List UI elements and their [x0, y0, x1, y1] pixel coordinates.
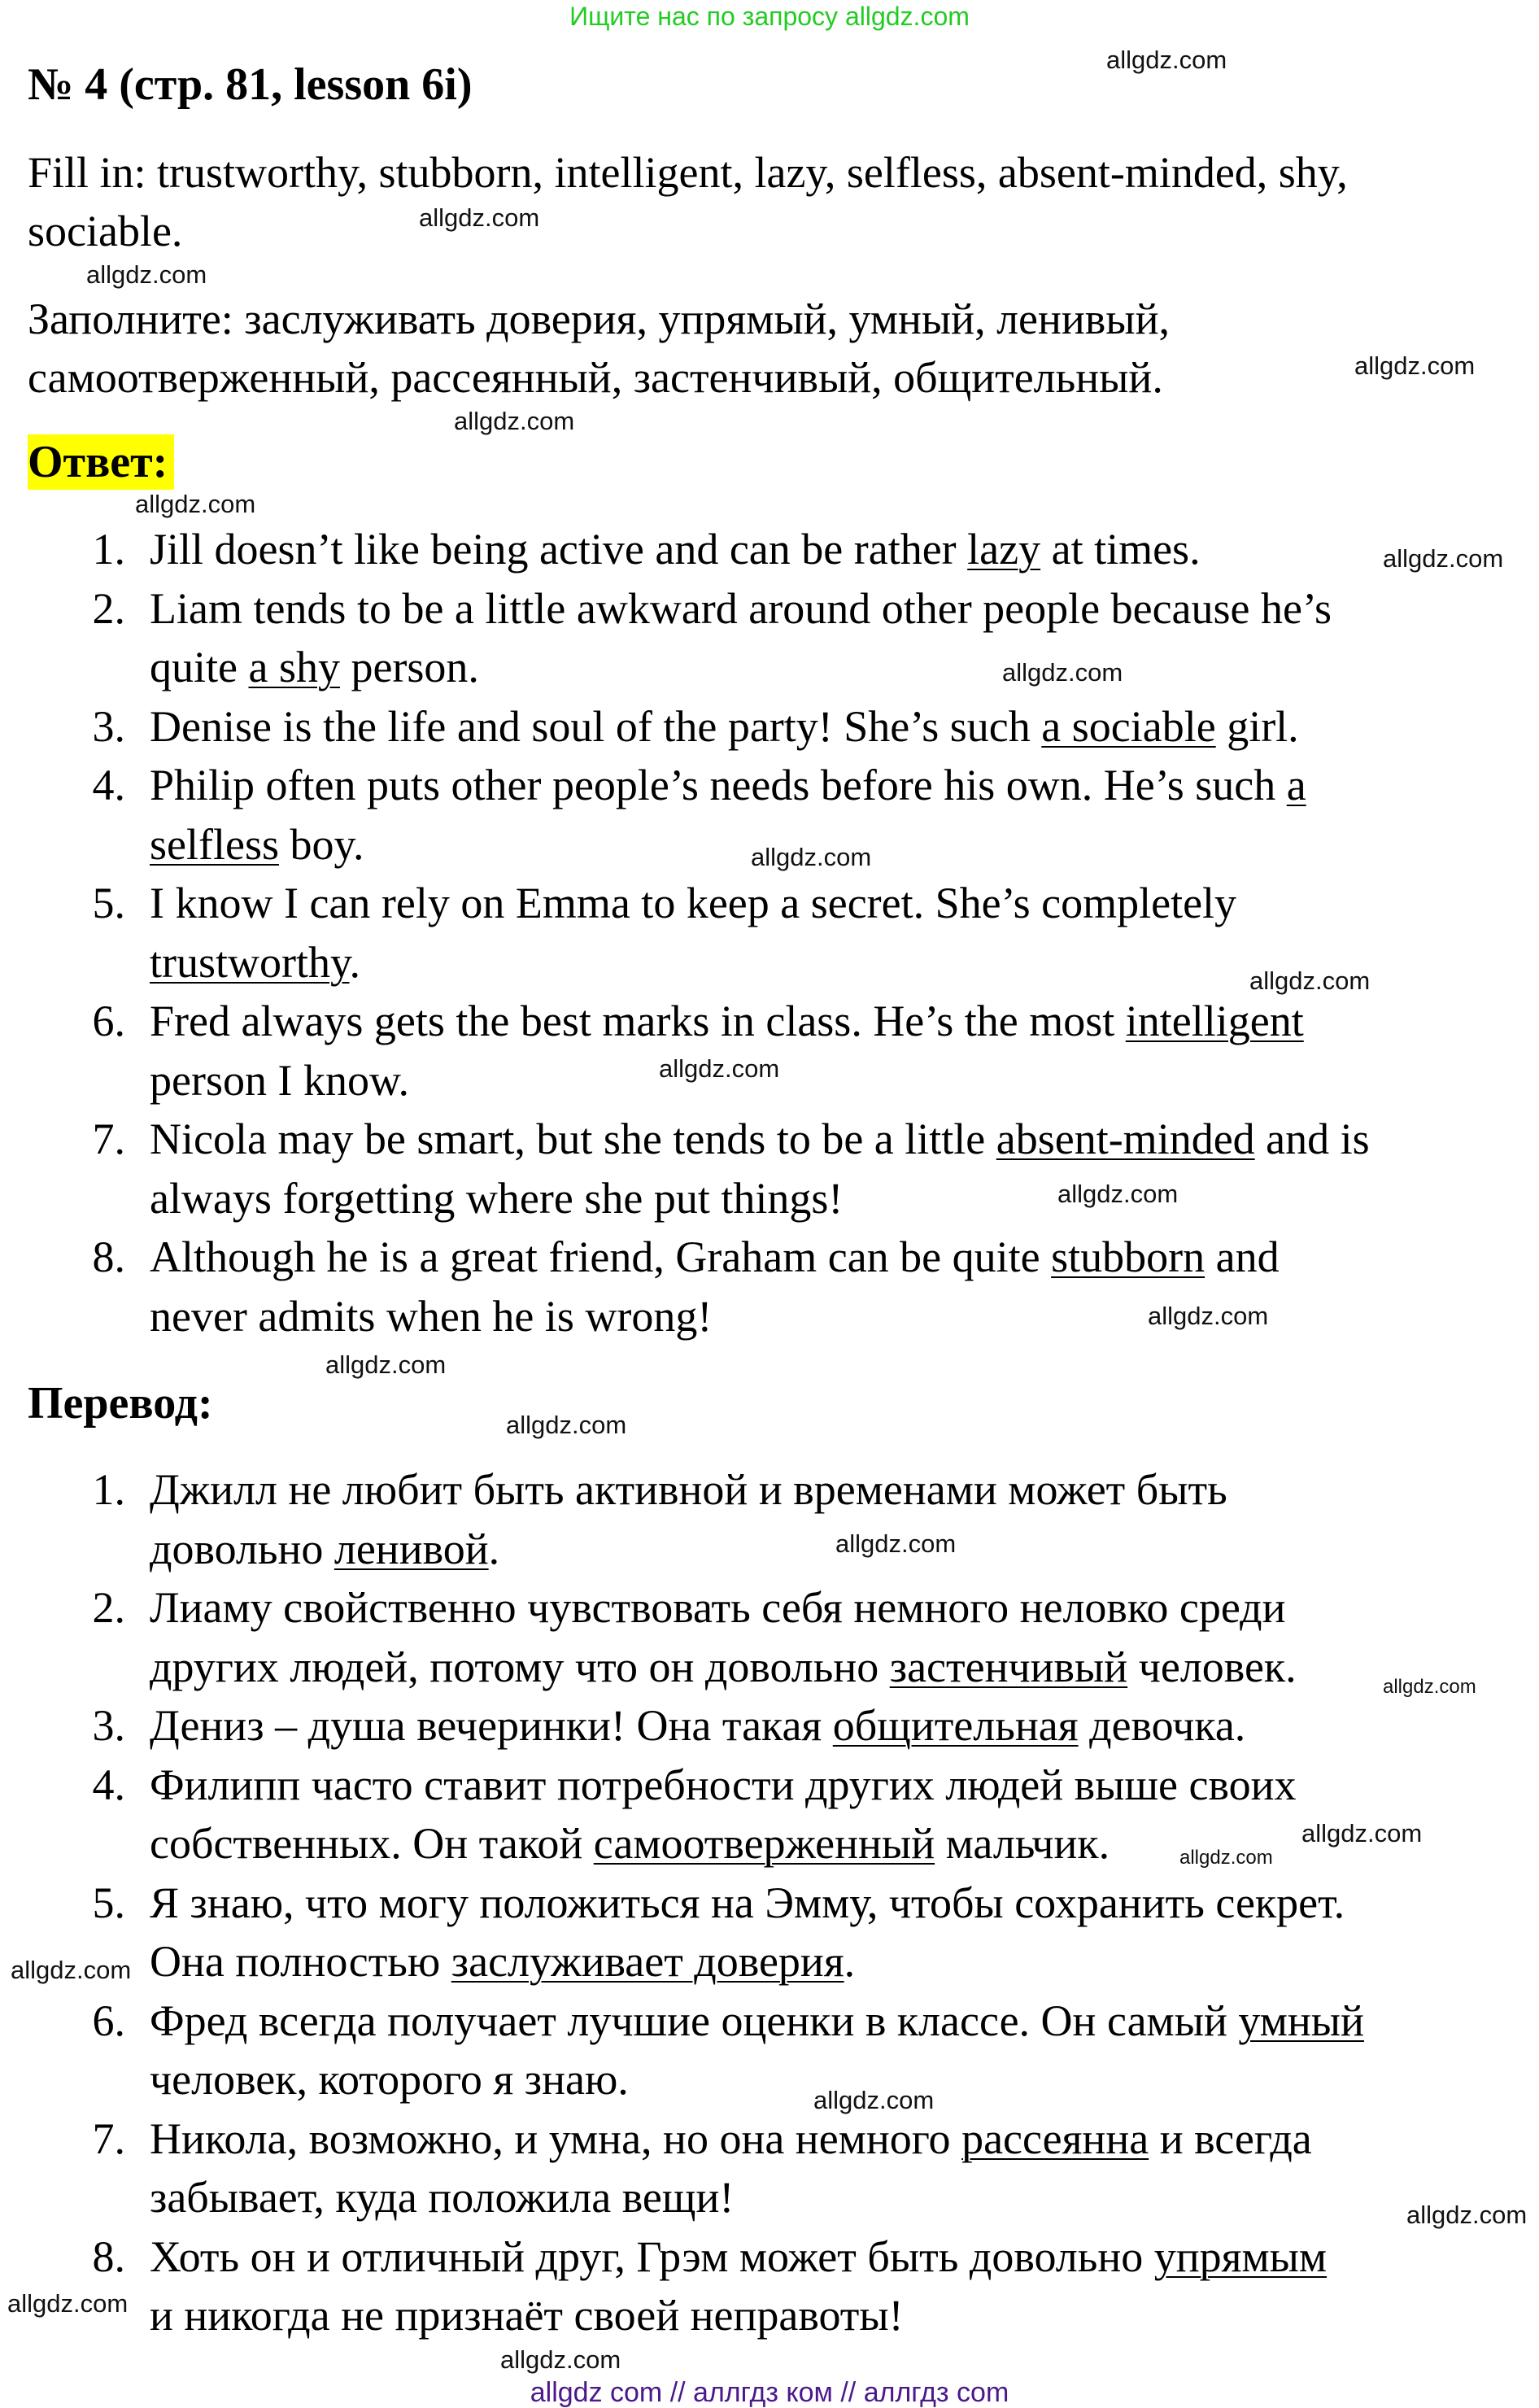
item-text	[150, 1460, 1227, 1520]
item-text	[150, 1520, 499, 1579]
answer-word: самоотверженный	[593, 1819, 935, 1868]
text-segment: забывает, куда положила вещи!	[150, 2173, 735, 2222]
watermark-text: allgdz.com	[500, 2345, 621, 2374]
answer-word: рассеянна	[961, 2114, 1149, 2163]
item-number: 1.	[92, 525, 125, 574]
item-text	[150, 2168, 734, 2227]
watermark-text: allgdz.com	[1354, 351, 1476, 380]
text-segment: .	[349, 937, 360, 987]
watermark-text: allgdz.com	[813, 2086, 935, 2114]
item-number: 3.	[92, 701, 125, 751]
answer-word: застенчивый	[889, 1642, 1128, 1691]
text-segment: Лиаму свойственно чувствовать себя немного неловко среди	[150, 1583, 1286, 1632]
answer-word: общительная	[832, 1701, 1079, 1750]
text-segment: .	[844, 1937, 856, 1986]
watermark-text: allgdz.com	[659, 1054, 780, 1083]
text-segment: Дениз – душа вечеринки! Она такая	[150, 1701, 833, 1750]
answer-word: заслуживает доверия	[451, 1937, 844, 1986]
item-text	[150, 992, 1304, 1051]
answer-heading: Ответ:	[28, 434, 174, 490]
text-segment: Although he is a great friend, Graham can be quite	[150, 1232, 1052, 1281]
text-segment: других людей, потому что он довольно	[150, 1642, 890, 1691]
text-segment: и всегда	[1149, 2114, 1312, 2163]
text-segment: .	[488, 1524, 500, 1573]
answer-word: selfless	[150, 819, 279, 869]
item-text	[150, 1756, 1296, 1815]
text-segment: person.	[339, 643, 479, 691]
translation-heading: Перевод:	[28, 1378, 213, 1429]
item-text	[150, 1051, 409, 1110]
answer-word: упрямым	[1153, 2231, 1328, 2281]
watermark-text: allgdz.com	[751, 843, 872, 871]
task-english	[28, 143, 1348, 260]
text-segment: Джилл не любит быть активной и временами может быть	[150, 1465, 1227, 1514]
item-number: 6.	[92, 1996, 125, 2045]
item-text	[150, 2109, 1312, 2169]
task-russian-line: Заполните: заслуживать доверия, упрямый, умный, ленивый,	[28, 294, 1170, 343]
watermark-text: allgdz.com	[1106, 46, 1227, 74]
item-text	[150, 1874, 1345, 1933]
watermark-text: allgdz.com	[1002, 658, 1123, 687]
watermark-text: allgdz.com	[11, 1956, 132, 1984]
answer-word: trustworthy	[150, 937, 350, 987]
text-segment: Denise is the life and soul of the party! She’s such	[150, 701, 1042, 751]
text-segment: Филипп часто ставит потребности других людей выше своих	[150, 1760, 1297, 1809]
item-text	[150, 2227, 1327, 2287]
answer-word: умный	[1238, 1996, 1364, 2045]
item-text	[150, 1578, 1286, 1638]
watermark-text: allgdz.com	[86, 260, 207, 289]
answer-word: a sociable	[1041, 701, 1216, 751]
item-number: 4.	[92, 761, 125, 809]
answer-word: intelligent	[1125, 997, 1304, 1045]
item-text	[150, 697, 1299, 757]
item-text	[150, 1287, 712, 1346]
text-segment: собственных. Он такой	[150, 1819, 594, 1868]
watermark-text: allgdz.com	[506, 1411, 627, 1439]
item-text	[150, 1696, 1245, 1756]
item-text	[150, 1932, 855, 1991]
item-text	[150, 815, 364, 875]
item-text	[150, 1814, 1110, 1874]
text-segment: человек.	[1127, 1642, 1297, 1691]
answer-word: ленивой	[334, 1524, 489, 1573]
watermark-text: allgdz.com	[1249, 966, 1371, 995]
item-number: 7.	[92, 2114, 125, 2163]
text-segment: девочка.	[1078, 1701, 1246, 1750]
answer-word: lazy	[967, 525, 1041, 574]
text-segment: quite	[150, 643, 249, 691]
text-segment: Она полностью	[150, 1937, 451, 1986]
text-segment: Fred always gets the best marks in class. He’s the most	[150, 997, 1126, 1045]
watermark-text: allgdz.com	[7, 2289, 129, 2318]
text-segment: person I know.	[150, 1055, 409, 1105]
text-segment: Я знаю, что могу положиться на Эмму, чтобы сохранить секрет.	[150, 1878, 1345, 1927]
item-text	[150, 638, 479, 697]
text-segment: Jill doesn’t like being active and can be rather	[150, 525, 968, 574]
text-segment: always forgetting where she put things!	[150, 1173, 844, 1223]
item-number: 3.	[92, 1701, 125, 1750]
item-text	[150, 1638, 1297, 1697]
task-english-line: sociable.	[28, 207, 183, 255]
item-text	[150, 2286, 904, 2345]
item-number: 2.	[92, 1583, 125, 1632]
text-segment: and is	[1254, 1115, 1370, 1163]
item-text	[150, 1110, 1370, 1169]
item-text	[150, 2050, 629, 2109]
item-number: 8.	[92, 1232, 125, 1281]
text-segment: and	[1205, 1232, 1280, 1281]
item-text	[150, 520, 1201, 579]
watermark-text: allgdz.com	[1383, 544, 1504, 573]
item-number: 4.	[92, 1760, 125, 1809]
text-segment: довольно	[150, 1524, 334, 1573]
answer-word: absent-minded	[996, 1115, 1255, 1163]
text-segment: boy.	[278, 819, 364, 869]
item-number: 6.	[92, 997, 125, 1045]
item-text	[150, 933, 360, 992]
watermark-text: allgdz.com	[835, 1529, 957, 1558]
text-segment: Nicola may be smart, but she tends to be a little	[150, 1115, 996, 1163]
exercise-title: № 4 (стр. 81, lesson 6i)	[28, 59, 473, 110]
answer-word: stubborn	[1051, 1232, 1205, 1281]
task-english-line: Fill in: trustworthy, stubborn, intelligent, lazy, selfless, absent-minded, shy,	[28, 148, 1348, 197]
answer-word: a shy	[248, 643, 340, 691]
item-number: 5.	[92, 1878, 125, 1927]
item-text	[150, 1228, 1280, 1287]
watermark-text: allgdz.com	[1179, 1847, 1273, 1869]
item-number: 1.	[92, 1465, 125, 1514]
text-segment: Никола, возможно, и умна, но она немного	[150, 2114, 962, 2163]
text-segment: Фред всегда получает лучшие оценки в классе. Он самый	[150, 1996, 1239, 2045]
item-text	[150, 1991, 1364, 2051]
item-number: 8.	[92, 2231, 125, 2281]
item-text	[150, 1169, 843, 1228]
watermark-text: allgdz.com	[135, 490, 256, 518]
watermark-text: allgdz.com	[1406, 2201, 1528, 2229]
task-russian	[28, 290, 1170, 407]
footer-links[interactable]: allgdz com // аллгдз ком // аллгдз com	[530, 2377, 1009, 2408]
watermark-text: allgdz.com	[419, 203, 540, 232]
text-segment: человек, которого я знаю.	[150, 2055, 629, 2104]
text-segment: Хоть он и отличный друг, Грэм может быть довольно	[150, 2231, 1154, 2281]
item-number: 7.	[92, 1115, 125, 1163]
watermark-text: allgdz.com	[454, 407, 575, 435]
item-number: 5.	[92, 879, 125, 927]
watermark-text: allgdz.com	[1057, 1180, 1179, 1208]
text-segment: и никогда не признаёт своей неправоты!	[150, 2291, 904, 2340]
text-segment: at times.	[1040, 525, 1201, 574]
item-text	[150, 579, 1332, 639]
watermark-text: allgdz.com	[1383, 1676, 1476, 1698]
text-segment: girl.	[1215, 701, 1299, 751]
item-text	[150, 756, 1306, 815]
item-number: 2.	[92, 583, 125, 633]
text-segment: Philip often puts other people’s needs before his own. He’s such	[150, 761, 1287, 809]
text-segment: Liam tends to be a little awkward around other people because he’s	[150, 583, 1332, 633]
text-segment: мальчик.	[935, 1819, 1110, 1868]
watermark-text: allgdz.com	[1301, 1819, 1423, 1847]
watermark-text: allgdz.com	[325, 1350, 447, 1379]
text-segment: never admits when he is wrong!	[150, 1291, 713, 1341]
watermark-text: allgdz.com	[1148, 1302, 1269, 1330]
task-russian-line: самоотверженный, рассеянный, застенчивый, общительный.	[28, 353, 1163, 402]
answer-word: a	[1286, 761, 1306, 809]
search-banner[interactable]: Ищите нас по запросу allgdz.com	[569, 2, 970, 31]
text-segment: I know I can rely on Emma to keep a secret. She’s completely	[150, 879, 1237, 927]
item-text	[150, 874, 1236, 933]
